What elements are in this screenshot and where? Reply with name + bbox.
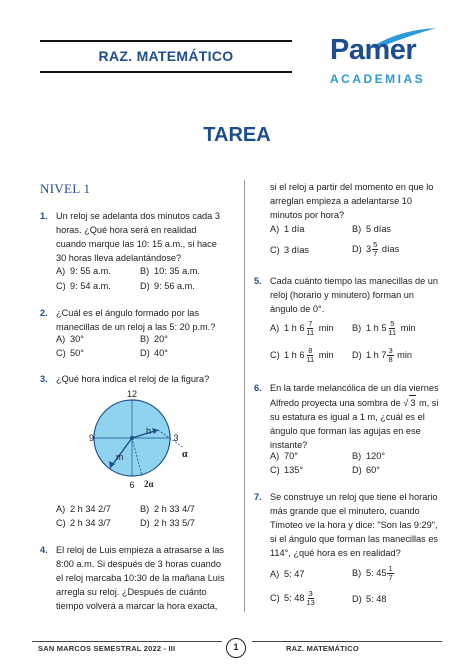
footer-left-text: SAN MARCOS SEMESTRAL 2022 - III [38,644,176,653]
question-number: 2. [40,308,48,318]
q4-option-c: C) 3 días [270,245,310,255]
q7-option-d: D) 5: 48 [352,594,387,604]
question-text: Cada cuánto tiempo las manecillas de un reloj (horario y minutero) forman un ángulo de 0°. [270,276,439,314]
page-number: 1 [226,638,246,658]
q5-option-b: B) 1 h 5 $\frac{5}{11}$ min [352,319,416,337]
question-text-part-2: si el reloj a partir del momento en que lo arreglan empieza a adelantarse 10 minutos por hora? [270,182,434,220]
question-number: 4. [40,545,48,555]
q6-option-d: D) 60° [352,465,380,475]
angle-alpha-label: α [182,449,188,460]
hour-hand-label: h [146,426,152,436]
header-title: RAZ. MATEMÁTICO [98,48,234,64]
q4-option-d: D) 3 $\frac{5}{7}$ días [352,240,400,258]
section-heading: NIVEL 1 [40,181,91,196]
logo-subtitle: ACADEMIAS [330,72,426,86]
footer-right-text: RAZ. MATEMÁTICO [286,644,359,653]
footer-rule-left [32,641,222,642]
question-number: 5. [254,276,262,286]
clock-figure [88,388,208,492]
q2-option-b: B) 20° [140,334,168,344]
angle-two-alpha-label: 2α [144,479,154,489]
header-rule-bottom [40,71,292,73]
q2-option-c: C) 50° [56,348,84,358]
question-text: ¿Qué hora indica el reloj de la figura? [56,374,210,384]
question-number: 7. [254,492,262,502]
question-text: Un reloj se adelanta dos minutos cada 3 horas. ¿Qué hora será en realidad cuando marque las 10: 15 a.m., si hace 30 horas lleva adelantándose? [56,211,220,263]
header-rule-top [40,40,292,42]
q2-option-a: A) 30° [56,334,84,344]
column-divider [244,180,245,612]
q5-option-d: D) 1 h 7 $\frac{3}{8}$ min [352,346,412,364]
clock-number-6: 6 [129,480,135,490]
question-text: Se construye un reloj que tiene el horario más grande que el minutero, cuando Timoteo ve la hora y dice: "Son las 9:29", si el ángulo que forman las manecillas es 114°, ¿qué hora es en realidad? [270,492,439,558]
q6-option-c: C) 135° [270,465,304,475]
q3-option-b: B) 2 h 33 4/7 [140,504,195,514]
q1-option-c: C) 9: 54 a.m. [56,281,111,291]
q7-option-c: C) 5: 48 $\frac{3}{13}$ [270,589,315,607]
q3-option-c: C) 2 h 34 3/7 [56,518,111,528]
q7-option-b: B) 5: 45 $\frac{1}{7}$ [352,564,393,582]
footer-rule-right [252,641,442,642]
q4-option-b: B) 5 días [352,224,392,234]
q4-option-a: A) 1 día [270,224,305,234]
clock-number-12: 12 [126,389,138,399]
pamer-logo [324,28,442,86]
clock-number-9: 9 [89,433,95,443]
q1-option-b: B) 10: 35 a.m. [140,266,200,276]
q1-option-d: D) 9: 56 a.m. [140,281,195,291]
document-title: TAREA [203,124,271,146]
question-4 [40,543,226,613]
question-4-continued [270,180,440,222]
question-3 [40,372,236,386]
question-text: En la tarde melancólica de un día viernes Alfredo proyecta una sombra de √ 3 m, si su estatura es igual a 1 m, ¿cuál es el ángulo que forman las agujas en ese instante? [270,383,439,450]
question-text: ¿Cuál es el ángulo formado por las manecillas de un reloj a las 5: 20 p.m.? [56,308,216,332]
q6-option-b: B) 120° [352,451,386,461]
q1-option-a: A) 9: 55 a.m. [56,266,111,276]
q3-option-d: D) 2 h 33 5/7 [140,518,195,528]
question-number: 6. [254,383,262,393]
question-7 [254,490,440,560]
question-6 [254,381,440,452]
q3-option-a: A) 2 h 34 2/7 [56,504,111,514]
question-number: 1. [40,211,48,221]
q6-option-a: A) 70° [270,451,298,461]
question-1 [40,209,226,265]
logo-brand: Pamer [330,34,417,66]
minute-hand-label: m [116,452,124,462]
clock-number-3: 3 [173,433,179,443]
q2-option-d: D) 40° [140,348,168,358]
question-5 [254,274,440,316]
q5-option-a: A) 1 h 6 $\frac{7}{11}$ min [270,319,334,337]
question-text-part-1: El reloj de Luis empieza a atrasarse a las 8:00 a.m. Si después de 3 horas cuando el reloj marcaba 10:30 de la mañana Luis arregla su reloj. ¿Después de cuánto tiempo volverá a marcar la hora exacta, [56,545,225,611]
q7-option-a: A) 5: 47 [270,569,305,579]
question-number: 3. [40,374,48,384]
question-2 [40,306,226,334]
q5-option-c: C) 1 h 6 $\frac{8}{11}$ min [270,346,334,364]
